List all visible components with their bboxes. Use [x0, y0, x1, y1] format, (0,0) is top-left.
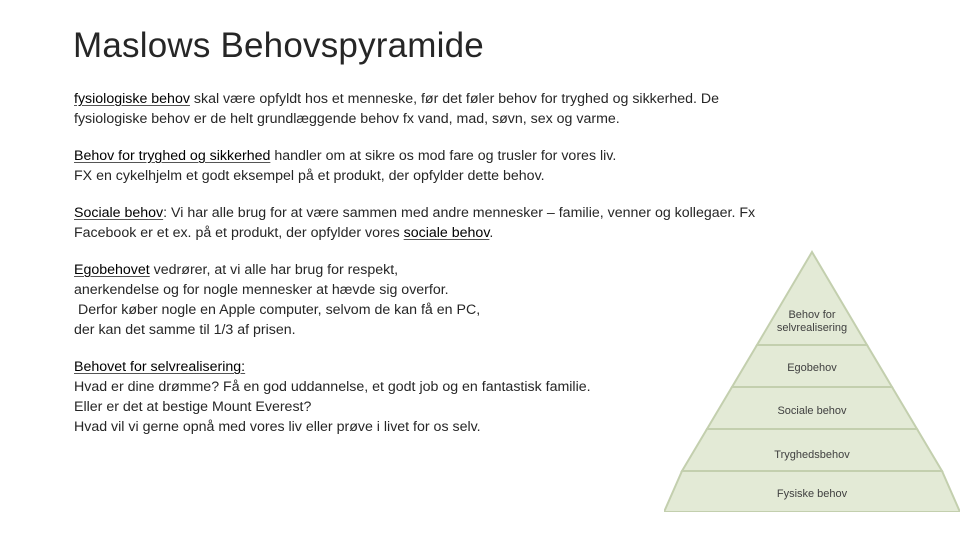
term-physiological-needs: fysiologiske behov [74, 91, 190, 107]
text-line: der kan det samme til 1/3 af prisen. [74, 322, 296, 338]
text-line: Hvad vil vi gerne opnå med vores liv eller prøve i livet for os selv. [74, 419, 481, 435]
text-fragment: : Vi har alle brug for at være sammen med andre mennesker – familie, venner og kollegaer. Fx [163, 205, 756, 221]
text-line: fysiologiske behov er de helt grundlæggende behov fx vand, mad, søvn, sex og varme. [74, 111, 620, 127]
text-line: FX en cykelhjelm et godt eksempel på et produkt, der opfylder dette behov. [74, 168, 545, 184]
pyramid-label-self-actualization-line1: Behov for [788, 309, 836, 321]
text-line: Hvad er dine drømme? Få en god uddannelse, et godt job og en fantastisk familie. [74, 379, 591, 395]
slide-title: Maslows Behovspyramide [73, 26, 484, 65]
text-line [74, 223, 874, 243]
text-line: anerkendelse og for nogle mennesker at hævde sig overfor. [74, 282, 449, 298]
term-social-needs: Sociale behov [74, 205, 164, 221]
text-line: Eller er det at bestige Mount Everest? [74, 399, 312, 415]
text-line [74, 203, 874, 223]
text-line [74, 146, 874, 166]
term-self-actualization: Behovet for selvrealisering: [74, 359, 246, 375]
text-fragment: vedrører, at vi alle har brug for respekt, [149, 262, 399, 278]
text-fragment: handler om at sikre os mod fare og trusler for vores liv. [270, 148, 617, 164]
maslow-pyramid-diagram [664, 250, 960, 512]
term-safety-needs: Behov for tryghed og sikkerhed [74, 148, 271, 164]
term-esteem-needs: Egobehovet [74, 262, 150, 278]
text-line [74, 89, 874, 109]
pyramid-label-esteem: Egobehov [787, 362, 837, 374]
term-social-needs-inline: sociale behov [403, 225, 490, 241]
text-fragment: skal være opfyldt hos et menneske, før det føler behov for tryghed og sikkerhed. De [189, 91, 720, 107]
text-fragment: Facebook er et ex. på et produkt, der opfylder vores [74, 225, 404, 241]
pyramid-label-social: Sociale behov [777, 405, 847, 417]
paragraph-physiological-needs [74, 89, 874, 129]
paragraph-safety-needs [74, 146, 874, 186]
pyramid-label-self-actualization-line2: selvrealisering [776, 322, 848, 334]
text-line: Derfor køber nogle en Apple computer, selvom de kan få en PC, [74, 302, 481, 318]
paragraph-social-needs [74, 203, 874, 243]
pyramid-label-safety: Tryghedsbehov [774, 449, 850, 461]
text-fragment: . [489, 225, 494, 241]
pyramid-label-physiological: Fysiske behov [776, 488, 848, 500]
